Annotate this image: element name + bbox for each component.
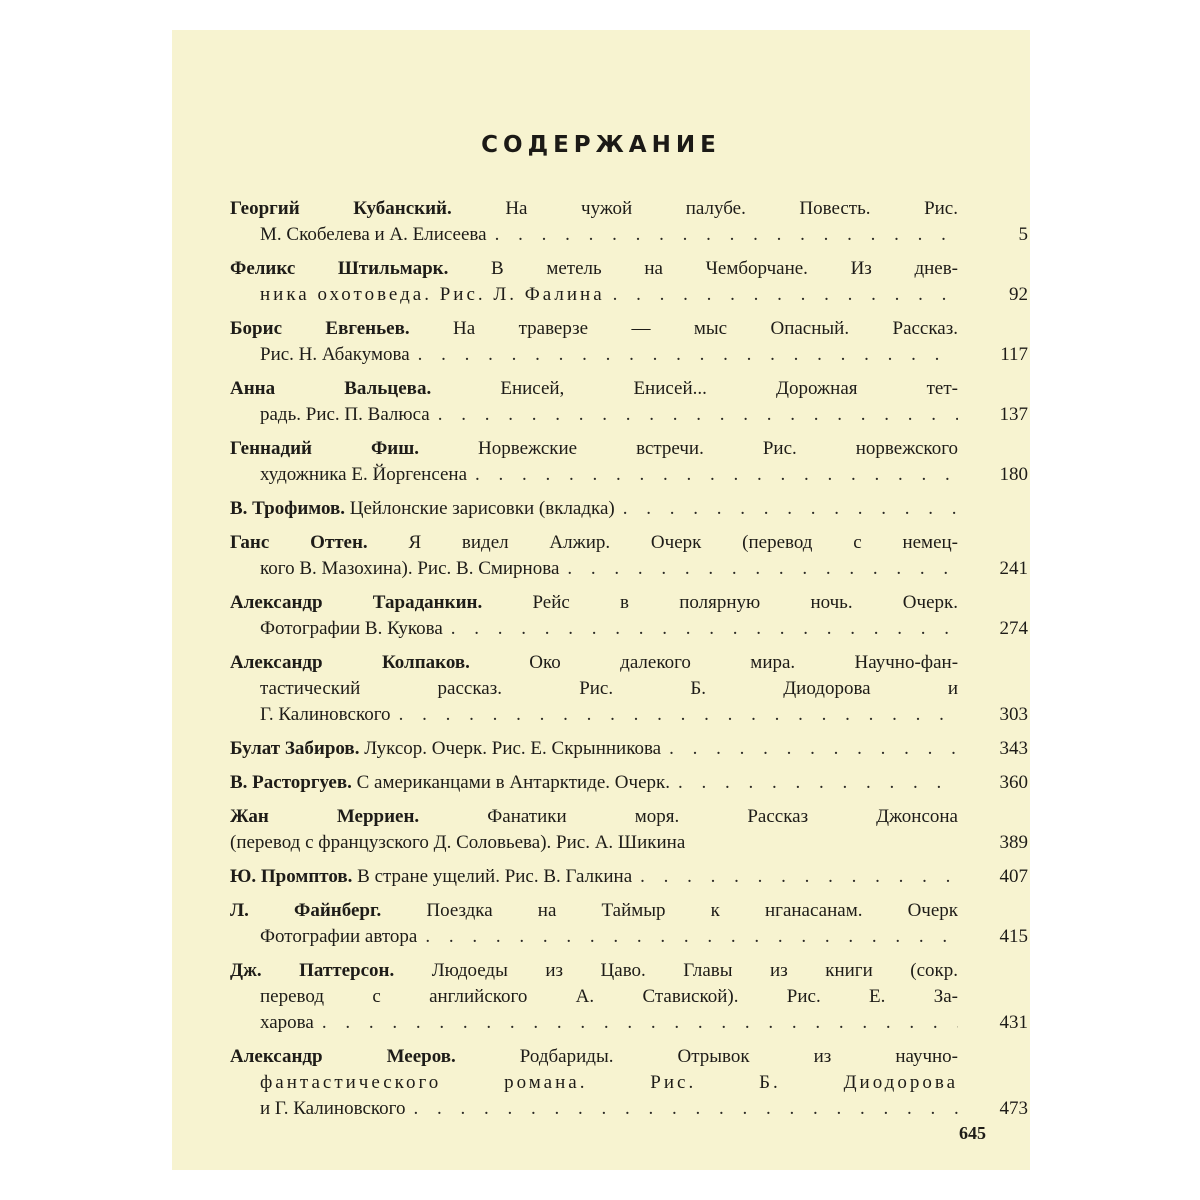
toc-text: Фотографии В. Кукова <box>260 618 443 639</box>
toc-text: Людоеды из Цаво. Главы из книги (сокр. <box>431 960 958 981</box>
toc-text: Я видел Алжир. Очерк (перевод с немец- <box>408 532 958 553</box>
toc-entry <box>230 316 1028 368</box>
toc-text: кого В. Мазохина). Рис. В. Смирнова <box>260 558 560 579</box>
toc-text: тастический рассказ. Рис. Б. Диодорова и <box>260 678 958 699</box>
table-of-contents <box>230 196 1028 1122</box>
toc-page-number: 415 <box>999 926 1028 947</box>
toc-text: фантастического романа. Рис. Б. Диодорова <box>260 1072 958 1093</box>
toc-page-number: 92 <box>1009 284 1028 305</box>
toc-author: Георгий Кубанский. <box>230 198 452 219</box>
page-number: 645 <box>959 1123 986 1143</box>
toc-text: М. Скобелева и А. Елисеева <box>260 224 487 245</box>
toc-entry <box>230 864 1028 890</box>
toc-page-number: 473 <box>999 1098 1028 1119</box>
toc-text: радь. Рис. П. Валюса <box>260 404 430 425</box>
toc-page-number: 117 <box>1000 344 1028 365</box>
toc-author: Булат Забиров. <box>230 738 360 759</box>
toc-page-number: 431 <box>999 1012 1028 1033</box>
toc-text: На траверзе — мыс Опасный. Рассказ. <box>453 318 958 339</box>
toc-text: В метель на Чемборчане. Из днев- <box>491 258 958 279</box>
toc-text: На чужой палубе. Повесть. Рис. <box>505 198 958 219</box>
leader-dots <box>678 770 958 796</box>
toc-page-number: 343 <box>999 738 1028 759</box>
leader-dots <box>495 222 958 248</box>
toc-text: Родбариды. Отрывок из научно- <box>519 1046 958 1067</box>
toc-text: перевод с английского А. Ставиской). Рис. Е. За- <box>260 986 958 1007</box>
toc-page-number: 241 <box>999 558 1028 579</box>
toc-page-number: 5 <box>1018 224 1028 245</box>
toc-author: Ганс Оттен. <box>230 532 368 553</box>
leader-dots <box>399 702 958 728</box>
toc-entry <box>230 898 1028 950</box>
toc-text: Поездка на Таймыр к нганасанам. Очерк <box>426 900 958 921</box>
toc-text: Енисей, Енисей... Дорожная тет- <box>500 378 958 399</box>
toc-author: Дж. Паттерсон. <box>230 960 395 981</box>
toc-entry <box>230 496 958 522</box>
toc-entry <box>230 256 1028 308</box>
leader-dots <box>438 402 958 428</box>
toc-author: Александр Мееров. <box>230 1046 456 1067</box>
toc-author: Геннадий Фиш. <box>230 438 420 459</box>
leader-dots <box>418 342 958 368</box>
toc-text: ника охотоведа. Рис. Л. Фалина <box>260 284 605 305</box>
leader-dots <box>475 462 958 488</box>
toc-entry <box>230 736 1028 762</box>
toc-entry <box>230 650 1028 728</box>
toc-entry <box>230 770 1028 796</box>
leader-dots <box>623 496 958 522</box>
toc-text: Око далекого мира. Научно-фан- <box>529 652 958 673</box>
leader-dots <box>451 616 958 642</box>
leader-dots <box>567 556 958 582</box>
toc-page-number: 360 <box>999 772 1028 793</box>
toc-text: (перевод с французского Д. Соловьева). Рис. А. Шикина <box>230 832 686 853</box>
toc-text: художника Е. Йоргенсена <box>260 464 468 485</box>
toc-entry <box>230 804 1028 856</box>
toc-text: Г. Калиновского <box>260 704 391 725</box>
toc-author: Л. Файнберг. <box>230 900 382 921</box>
toc-author: Анна Вальцева. <box>230 378 432 399</box>
toc-page-number: 407 <box>999 866 1028 887</box>
toc-text: Фотографии автора <box>260 926 418 947</box>
toc-page-number: 389 <box>999 832 1028 853</box>
toc-entry <box>230 958 1028 1036</box>
toc-author: Феликс Штильмарк. <box>230 258 449 279</box>
leader-dots <box>322 1010 958 1036</box>
leader-dots <box>640 864 958 890</box>
toc-author: Александр Колпаков. <box>230 652 470 673</box>
toc-author: Ю. Промптов. <box>230 866 353 887</box>
toc-entry <box>230 196 1028 248</box>
toc-author: В. Трофимов. <box>230 498 346 519</box>
toc-author: Александр Тараданкин. <box>230 592 483 613</box>
toc-author: Борис Евгеньев. <box>230 318 410 339</box>
toc-entry <box>230 436 1028 488</box>
leader-dots <box>669 736 958 762</box>
toc-author: В. Расторгуев. <box>230 772 352 793</box>
toc-entry <box>230 376 1028 428</box>
leader-dots <box>425 924 958 950</box>
toc-text: и Г. Калиновского <box>260 1098 406 1119</box>
toc-page-number: 180 <box>999 464 1028 485</box>
page-title: СОДЕРЖАНИЕ <box>481 132 721 158</box>
toc-entry <box>230 1044 1028 1122</box>
toc-entry <box>230 590 1028 642</box>
leader-dots <box>413 1096 958 1122</box>
toc-text: С американцами в Антарктиде. Очерк. <box>356 772 670 793</box>
toc-entry <box>230 530 1028 582</box>
toc-page-number <box>958 496 1028 522</box>
book-page <box>172 30 1030 1170</box>
toc-text: Рис. Н. Абакумова <box>260 344 410 365</box>
toc-text: В стране ущелий. Рис. В. Галкина <box>357 866 633 887</box>
toc-page-number: 303 <box>999 704 1028 725</box>
toc-text: Луксор. Очерк. Рис. Е. Скрынникова <box>364 738 662 759</box>
toc-text: Норвежские встречи. Рис. норвежского <box>478 438 958 459</box>
toc-page-number: 274 <box>999 618 1028 639</box>
toc-text: Цейлонские зарисовки (вкладка) <box>349 498 615 519</box>
toc-author: Жан Мерриен. <box>230 806 420 827</box>
toc-text: харова <box>260 1012 314 1033</box>
toc-text: Фанатики моря. Рассказ Джонсона <box>487 806 958 827</box>
toc-text: Рейс в полярную ночь. Очерк. <box>532 592 958 613</box>
leader-dots <box>613 282 958 308</box>
toc-page-number: 137 <box>999 404 1028 425</box>
